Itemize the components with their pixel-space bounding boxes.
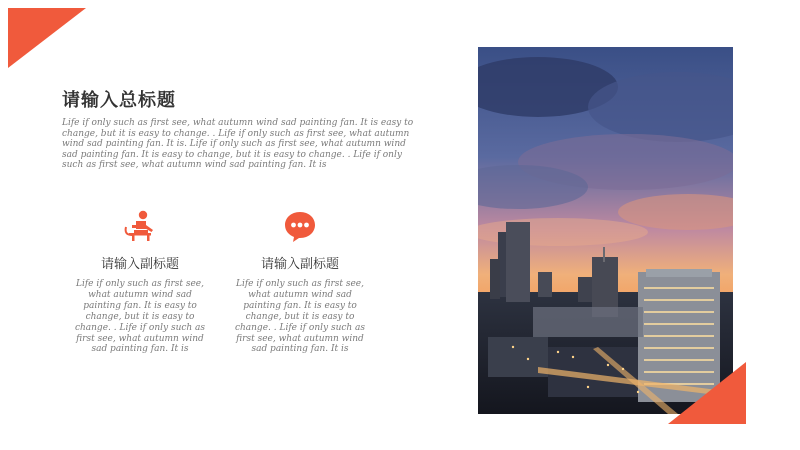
- slide-body-text: Life if only such as first see, what autumn wind sad painting fan. It is easy to change, but it is easy to change. . Life if only such as first see, what autumn wind sad painting fan. It is. Life if only such as first see, what autumn wind sad painting fan. It is easy to change, but it is easy to change. . Life if only such as first see, what autumn wind sad painting fan. It is: [62, 118, 414, 171]
- feature-title: 请输入副标题: [100, 257, 179, 272]
- feature-card-1: [70, 208, 210, 355]
- feature-card-2: [230, 208, 370, 355]
- feature-title: 请输入副标题: [260, 257, 339, 272]
- slide-title: 请输入总标题: [62, 90, 176, 111]
- person-at-desk-icon: [70, 208, 210, 244]
- city-sunset-photo: [478, 47, 733, 414]
- feature-text: Life if only such as first see, what autumn wind sad painting fan. It is easy to change, but it is easy to change. . Life if only such as first see, what autumn wind sad painting fan. It is: [74, 279, 206, 355]
- corner-triangle-bottom-right: [668, 362, 746, 424]
- feature-text: Life if only such as first see, what autumn wind sad painting fan. It is easy to change, but it is easy to change. . Life if only such as first see, what autumn wind sad painting fan. It is: [234, 279, 366, 355]
- chat-bubble-icon: [230, 208, 370, 244]
- corner-triangle-top-left: [8, 8, 86, 68]
